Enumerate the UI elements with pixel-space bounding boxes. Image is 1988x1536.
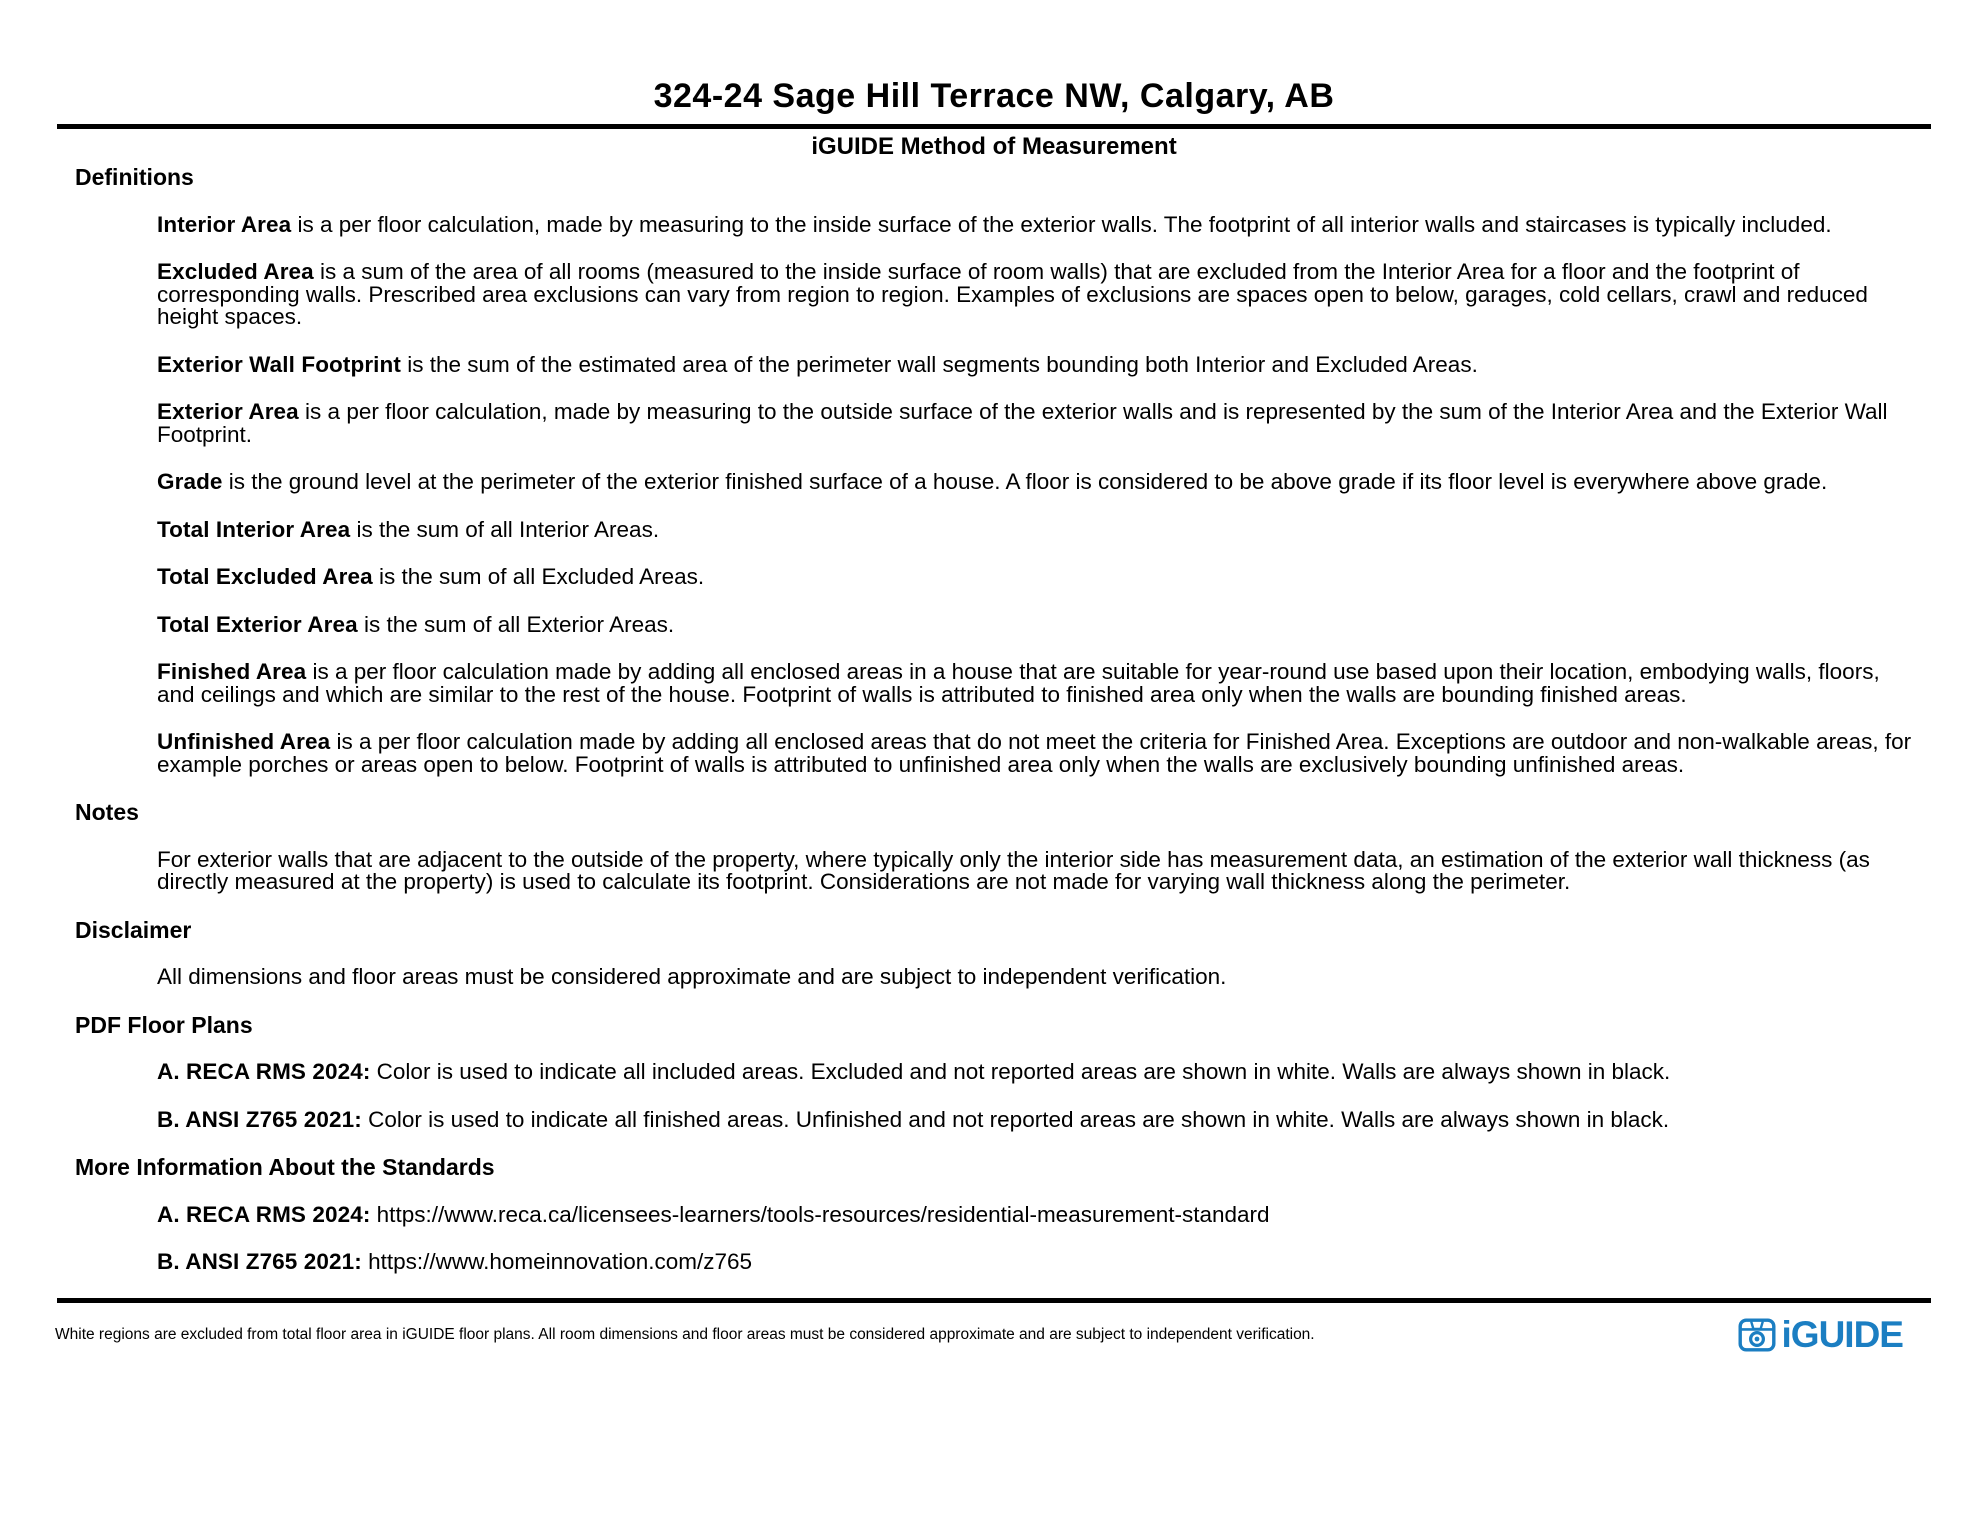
definition-exterior-wall-footprint xyxy=(157,351,1912,377)
definition-text: is a per floor calculation made by adding all enclosed areas in a house that are suitable for year-round use based upon their location, embodying walls, floors, and ceilings and which are similar to the rest of the house. Footprint of walls is attributed to finished area only when the walls are bounding finished areas. xyxy=(157,659,1880,707)
standard-text: Color is used to indicate all finished areas. Unfinished and not reported areas are shown in white. Walls are always shown in black. xyxy=(361,1106,1670,1132)
more-information-heading: More Information About the Standards xyxy=(75,1154,495,1180)
term-finished-area: Finished Area xyxy=(157,659,307,684)
iguide-logo xyxy=(1738,1313,1903,1355)
definition-excluded-area xyxy=(157,261,1912,329)
disclaimer-heading: Disclaimer xyxy=(75,916,192,943)
definition-text: is the sum of the estimated area of the perimeter wall segments bounding both Interior and Excluded Areas. xyxy=(400,351,1478,377)
footer-divider xyxy=(57,1298,1931,1303)
ansi-standard-link[interactable]: https://www.homeinnovation.com/z765 xyxy=(361,1249,753,1274)
term-grade: Grade xyxy=(157,469,223,494)
notes-paragraph: For exterior walls that are adjacent to the outside of the property, where typically only the interior side has measurement data, an estimation of the exterior wall thickness (as directly measured at the property) is used to calculate its footprint. Considerations are not made for varying wall thickness along the perimeter. xyxy=(157,846,1870,894)
definitions-heading: Definitions xyxy=(75,164,194,190)
more-info-item-ansi xyxy=(157,1251,1912,1274)
term-exterior-area: Exterior Area xyxy=(157,399,299,424)
definition-text: is the sum of all Excluded Areas. xyxy=(372,564,705,589)
definition-finished-area xyxy=(157,661,1912,706)
definition-text: is a per floor calculation, made by measuring to the outside surface of the exterior walls and is represented by the sum of the Interior Area and the Exterior Wall Footprint. xyxy=(157,399,1888,447)
definition-unfinished-area xyxy=(157,731,1912,776)
more-info-item-reca xyxy=(157,1201,1912,1227)
iguide-wordmark: iGUIDE xyxy=(1781,1313,1903,1355)
definition-exterior-area xyxy=(157,401,1912,446)
term-total-excluded-area: Total Excluded Area xyxy=(157,564,373,589)
standard-label-reca: A. RECA RMS 2024: xyxy=(157,1059,371,1084)
notes-heading: Notes xyxy=(75,799,139,825)
definition-total-interior-area xyxy=(157,516,1912,542)
definition-text: is a sum of the area of all rooms (measured to the inside surface of room walls) that are excluded from the Interior Area for a floor and the footprint of corresponding walls. Prescribed area exclusions can vary from region to region. Examples of exclusions are spaces open to below, garages, cold cellars, crawl and reduced height spaces. xyxy=(157,259,1868,329)
footer xyxy=(55,1313,1931,1355)
top-divider xyxy=(57,124,1931,129)
term-unfinished-area: Unfinished Area xyxy=(157,729,331,754)
standard-label-ansi: B. ANSI Z765 2021: xyxy=(157,1249,362,1274)
pdf-floor-plans-heading: PDF Floor Plans xyxy=(75,1011,253,1038)
method-of-measurement-title: iGUIDE Method of Measurement xyxy=(811,133,1177,160)
standard-label-ansi: B. ANSI Z765 2021: xyxy=(157,1106,362,1132)
reca-standard-link[interactable]: https://www.reca.ca/licensees-learners/tools-resources/residential-measurement-standard xyxy=(370,1201,1270,1227)
disclaimer-paragraph: All dimensions and floor areas must be considered approximate and are subject to independent verification. xyxy=(157,964,1227,989)
standard-text: Color is used to indicate all included areas. Excluded and not reported areas are shown in white. Walls are always shown in black. xyxy=(370,1059,1671,1084)
pdf-floor-plan-item-ansi xyxy=(157,1106,1912,1132)
definition-text: is the sum of all Interior Areas. xyxy=(350,516,660,542)
definition-text: is the sum of all Exterior Areas. xyxy=(357,611,675,637)
term-total-exterior-area: Total Exterior Area xyxy=(157,611,358,637)
definition-grade xyxy=(157,471,1912,494)
definition-interior-area xyxy=(157,211,1912,237)
definition-total-excluded-area xyxy=(157,566,1912,589)
standard-label-reca: A. RECA RMS 2024: xyxy=(157,1201,371,1227)
pdf-floor-plan-item-reca xyxy=(157,1061,1912,1084)
definition-total-exterior-area xyxy=(157,611,1912,637)
term-excluded-area: Excluded Area xyxy=(157,259,314,284)
definition-text: is a per floor calculation made by adding all enclosed areas that do not meet the criteria for Finished Area. Exceptions are outdoor and non-walkable areas, for example porches or areas open to below. Footprint of walls is attributed to unfinished area only when the walls are exclusively bounding unfinished areas. xyxy=(157,729,1912,777)
definition-text: is the ground level at the perimeter of the exterior finished surface of a house. A floor is considered to be above grade if its floor level is everywhere above grade. xyxy=(222,469,1828,494)
term-interior-area: Interior Area xyxy=(157,211,292,237)
camera-icon xyxy=(1738,1317,1776,1353)
definition-text: is a per floor calculation, made by measuring to the inside surface of the exterior walls. The footprint of all interior walls and staircases is typically included. xyxy=(291,211,1832,237)
page-title: 324-24 Sage Hill Terrace NW, Calgary, AB xyxy=(653,77,1335,115)
term-total-interior-area: Total Interior Area xyxy=(157,516,351,542)
footer-disclaimer: White regions are excluded from total floor area in iGUIDE floor plans. All room dimensions and floor areas must be considered approximate and are subject to independent verification. xyxy=(55,1325,1315,1343)
term-exterior-wall-footprint: Exterior Wall Footprint xyxy=(157,351,401,377)
